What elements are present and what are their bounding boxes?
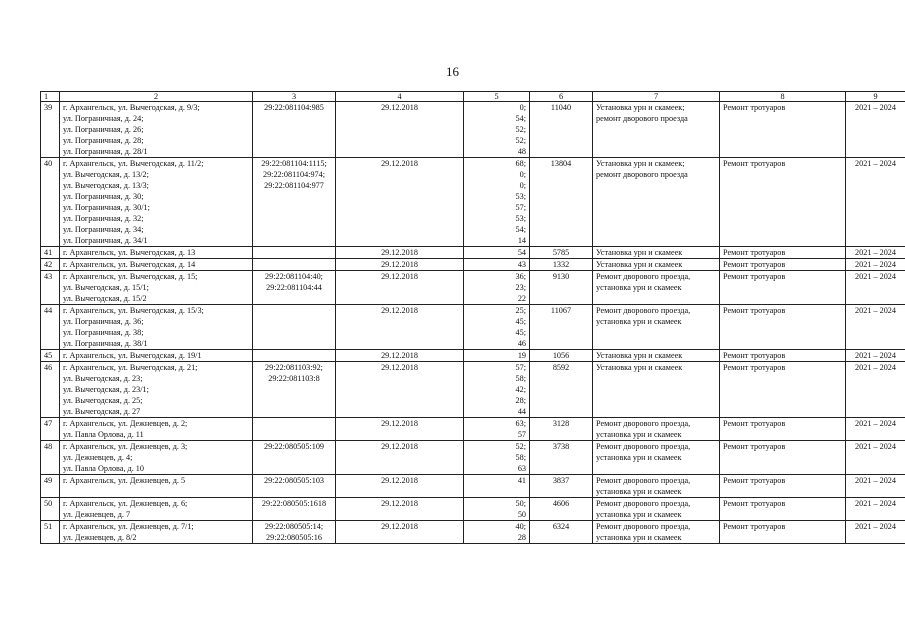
- address-cell: [60, 441, 253, 475]
- extra-works-line: Ремонт тротуаров: [723, 419, 786, 428]
- date-cell: 29.12.2018: [336, 441, 464, 475]
- values-line: 28: [517, 533, 526, 542]
- area-cell: 9130: [530, 271, 593, 305]
- works-line: установка урн и скамеек: [596, 317, 682, 326]
- values-cell: [464, 441, 530, 475]
- values-line: 52;: [515, 136, 526, 145]
- column-header: 9: [846, 92, 905, 102]
- extra-works-cell: [720, 475, 846, 498]
- extra-works-line: Ремонт тротуаров: [723, 272, 786, 281]
- row-number-cell: 39: [41, 102, 60, 158]
- date-cell: 29.12.2018: [336, 521, 464, 544]
- extra-works-line: Ремонт тротуаров: [723, 351, 786, 360]
- address-cell: [60, 102, 253, 158]
- address-line: ул. Пограничная, д. 30;: [63, 192, 144, 201]
- cadastral-number-cell: [253, 475, 336, 498]
- address-cell: [60, 418, 253, 441]
- column-header: 8: [720, 92, 846, 102]
- values-line: 40;: [515, 522, 526, 531]
- column-header: 6: [530, 92, 593, 102]
- area-cell: 3738: [530, 441, 593, 475]
- extra-works-line: Ремонт тротуаров: [723, 103, 786, 112]
- works-line: установка урн и скамеек: [596, 533, 682, 542]
- works-line: Ремонт дворового проезда,: [596, 419, 691, 428]
- row-number-cell: 41: [41, 247, 60, 259]
- cadastral-number-line: 29:22:081103:8: [268, 374, 320, 383]
- date-cell: 29.12.2018: [336, 350, 464, 362]
- works-cell: [593, 350, 720, 362]
- works-cell: [593, 475, 720, 498]
- works-cell: [593, 418, 720, 441]
- address-line: ул. Павла Орлова, д. 11: [63, 430, 144, 439]
- values-line: 52;: [515, 125, 526, 134]
- works-line: Установка урн и скамеек: [596, 363, 683, 372]
- extra-works-cell: [720, 362, 846, 418]
- area-cell: 1332: [530, 259, 593, 271]
- period-cell: 2021 – 2024: [846, 158, 905, 247]
- works-line: установка урн и скамеек: [596, 487, 682, 496]
- page-number: 16: [446, 64, 459, 79]
- column-header: 5: [464, 92, 530, 102]
- table-row: [41, 521, 905, 544]
- date-cell: 29.12.2018: [336, 475, 464, 498]
- address-line: ул. Вычегодская, д. 15/1;: [63, 283, 149, 292]
- address-cell: [60, 350, 253, 362]
- address-line: г. Архангельск, ул. Вычегодская, д. 21;: [63, 363, 198, 372]
- extra-works-line: Ремонт тротуаров: [723, 306, 786, 315]
- extra-works-line: Ремонт тротуаров: [723, 248, 786, 257]
- table-body: [41, 102, 905, 544]
- address-line: г. Архангельск, ул. Вычегодская, д. 11/2;: [63, 159, 204, 168]
- cadastral-number-cell: [253, 441, 336, 475]
- works-table: [40, 91, 905, 544]
- address-line: г. Архангельск, ул. Дежневцев, д. 7/1;: [63, 522, 194, 531]
- values-cell: [464, 475, 530, 498]
- values-line: 68;: [515, 159, 526, 168]
- row-number-cell: 51: [41, 521, 60, 544]
- address-line: г. Архангельск, ул. Дежневцев, д. 5: [63, 476, 186, 485]
- address-cell: [60, 305, 253, 350]
- period-cell: 2021 – 2024: [846, 259, 905, 271]
- extra-works-line: Ремонт тротуаров: [723, 522, 786, 531]
- values-line: 0;: [519, 170, 526, 179]
- date-cell: 29.12.2018: [336, 247, 464, 259]
- extra-works-line: Ремонт тротуаров: [723, 363, 786, 372]
- table-row: [41, 271, 905, 305]
- date-cell: 29.12.2018: [336, 158, 464, 247]
- address-line: г. Архангельск, ул. Дежневцев, д. 3;: [63, 442, 188, 451]
- period-cell: 2021 – 2024: [846, 350, 905, 362]
- values-line: 44: [517, 407, 526, 416]
- cadastral-number-line: 29:22:081104:44: [266, 283, 322, 292]
- values-line: 58;: [515, 374, 526, 383]
- address-line: ул. Пограничная, д. 34;: [63, 225, 144, 234]
- values-cell: [464, 271, 530, 305]
- date-cell: 29.12.2018: [336, 305, 464, 350]
- cadastral-number-cell: [253, 271, 336, 305]
- extra-works-cell: [720, 102, 846, 158]
- row-number-cell: 48: [41, 441, 60, 475]
- address-line: г. Архангельск, ул. Вычегодская, д. 13: [63, 248, 196, 257]
- values-line: 54;: [515, 225, 526, 234]
- column-header: 3: [253, 92, 336, 102]
- address-line: ул. Пограничная, д. 34/1: [63, 236, 148, 245]
- period-cell: 2021 – 2024: [846, 441, 905, 475]
- row-number-cell: 46: [41, 362, 60, 418]
- address-line: ул. Пограничная, д. 38/1: [63, 339, 148, 348]
- row-number-cell: 44: [41, 305, 60, 350]
- period-cell: 2021 – 2024: [846, 247, 905, 259]
- extra-works-line: Ремонт тротуаров: [723, 476, 786, 485]
- works-line: установка урн и скамеек: [596, 283, 682, 292]
- works-cell: [593, 247, 720, 259]
- works-line: установка урн и скамеек: [596, 510, 682, 519]
- row-number-cell: 45: [41, 350, 60, 362]
- address-line: г. Архангельск, ул. Дежневцев, д. 2;: [63, 419, 188, 428]
- works-line: ремонт дворового проезда: [596, 114, 688, 123]
- area-cell: 8592: [530, 362, 593, 418]
- address-line: ул. Пограничная, д. 32;: [63, 214, 144, 223]
- address-line: ул. Вычегодская, д. 15/2: [63, 294, 147, 303]
- date-cell: 29.12.2018: [336, 498, 464, 521]
- table-row: [41, 362, 905, 418]
- address-line: ул. Дежневцев, д. 4;: [63, 453, 133, 462]
- row-number-cell: 49: [41, 475, 60, 498]
- address-line: ул. Павла Орлова, д. 10: [63, 464, 144, 473]
- values-cell: [464, 521, 530, 544]
- cadastral-number-line: 29:22:080505:14;: [264, 522, 324, 531]
- date-cell: 29.12.2018: [336, 259, 464, 271]
- address-cell: [60, 498, 253, 521]
- extra-works-line: Ремонт тротуаров: [723, 499, 786, 508]
- values-line: 48: [517, 147, 526, 156]
- area-cell: 13804: [530, 158, 593, 247]
- cadastral-number-line: 29:22:081104:985: [264, 103, 324, 112]
- values-line: 46: [517, 339, 526, 348]
- date-cell: 29.12.2018: [336, 362, 464, 418]
- period-cell: 2021 – 2024: [846, 305, 905, 350]
- cadastral-number-cell: [253, 362, 336, 418]
- values-line: 0;: [519, 103, 526, 112]
- works-cell: [593, 305, 720, 350]
- address-line: ул. Пограничная, д. 28/1: [63, 147, 148, 156]
- extra-works-cell: [720, 247, 846, 259]
- date-cell: 29.12.2018: [336, 271, 464, 305]
- address-line: ул. Вычегодская, д. 23;: [63, 374, 143, 383]
- cadastral-number-cell: [253, 350, 336, 362]
- period-cell: 2021 – 2024: [846, 102, 905, 158]
- column-header: 2: [60, 92, 253, 102]
- column-header: 4: [336, 92, 464, 102]
- table-row: [41, 259, 905, 271]
- values-line: 63: [517, 464, 526, 473]
- area-cell: 6324: [530, 521, 593, 544]
- works-cell: [593, 441, 720, 475]
- address-line: ул. Вычегодская, д. 23/1;: [63, 385, 149, 394]
- area-cell: 5785: [530, 247, 593, 259]
- table-row: [41, 247, 905, 259]
- column-header: 7: [593, 92, 720, 102]
- extra-works-line: Ремонт тротуаров: [723, 260, 786, 269]
- values-cell: [464, 158, 530, 247]
- cadastral-number-cell: [253, 305, 336, 350]
- values-line: 14: [517, 236, 526, 245]
- extra-works-cell: [720, 498, 846, 521]
- address-cell: [60, 247, 253, 259]
- cadastral-number-line: 29:22:081104:974;: [262, 170, 325, 179]
- address-cell: [60, 271, 253, 305]
- address-line: ул. Вычегодская, д. 13/2;: [63, 170, 149, 179]
- cadastral-number-line: 29:22:080505:16: [266, 533, 322, 542]
- table-row: [41, 475, 905, 498]
- address-cell: [60, 259, 253, 271]
- period-cell: 2021 – 2024: [846, 475, 905, 498]
- address-cell: [60, 521, 253, 544]
- cadastral-number-cell: [253, 102, 336, 158]
- row-number-cell: 40: [41, 158, 60, 247]
- works-line: установка урн и скамеек: [596, 430, 682, 439]
- values-line: 54: [517, 248, 526, 257]
- address-line: ул. Вычегодская, д. 25;: [63, 396, 143, 405]
- address-line: ул. Вычегодская, д. 13/3;: [63, 181, 149, 190]
- values-line: 50;: [515, 499, 526, 508]
- address-line: ул. Пограничная, д. 30/1;: [63, 203, 150, 212]
- area-cell: 11040: [530, 102, 593, 158]
- values-cell: [464, 350, 530, 362]
- extra-works-cell: [720, 418, 846, 441]
- period-cell: 2021 – 2024: [846, 362, 905, 418]
- works-line: Установка урн и скамеек: [596, 248, 683, 257]
- row-number-cell: 50: [41, 498, 60, 521]
- address-cell: [60, 362, 253, 418]
- works-line: Установка урн и скамеек: [596, 260, 683, 269]
- values-line: 28;: [515, 396, 526, 405]
- cadastral-number-line: 29:22:081104:1115;: [261, 159, 327, 168]
- extra-works-cell: [720, 158, 846, 247]
- values-cell: [464, 418, 530, 441]
- header-row: [41, 92, 905, 102]
- values-cell: [464, 305, 530, 350]
- address-line: г. Архангельск, ул. Вычегодская, д. 15;: [63, 272, 198, 281]
- cadastral-number-cell: [253, 498, 336, 521]
- cadastral-number-line: 29:22:080505:109: [263, 442, 325, 451]
- extra-works-line: Ремонт тротуаров: [723, 442, 786, 451]
- extra-works-cell: [720, 259, 846, 271]
- extra-works-cell: [720, 521, 846, 544]
- works-cell: [593, 259, 720, 271]
- values-line: 23;: [515, 283, 526, 292]
- table-row: [41, 441, 905, 475]
- works-cell: [593, 362, 720, 418]
- period-cell: 2021 – 2024: [846, 418, 905, 441]
- column-header: 1: [41, 92, 60, 102]
- values-line: 57;: [515, 363, 526, 372]
- works-line: Установка урн и скамеек;: [596, 159, 685, 168]
- address-cell: [60, 475, 253, 498]
- date-cell: 29.12.2018: [336, 418, 464, 441]
- cadastral-number-cell: [253, 418, 336, 441]
- address-line: ул. Вычегодская, д. 27: [63, 407, 141, 416]
- cadastral-number-line: 29:22:081104:977: [264, 181, 324, 190]
- cadastral-number-cell: [253, 247, 336, 259]
- period-cell: 2021 – 2024: [846, 521, 905, 544]
- values-line: 45;: [515, 317, 526, 326]
- values-cell: [464, 247, 530, 259]
- address-line: г. Архангельск, ул. Дежневцев, д. 6;: [63, 499, 188, 508]
- address-line: ул. Дежневцев, д. 7: [63, 510, 131, 519]
- address-line: ул. Пограничная, д. 28;: [63, 136, 144, 145]
- date-cell: 29.12.2018: [336, 102, 464, 158]
- extra-works-cell: [720, 350, 846, 362]
- period-cell: 2021 – 2024: [846, 271, 905, 305]
- values-line: 25;: [515, 306, 526, 315]
- works-cell: [593, 158, 720, 247]
- address-line: г. Архангельск, ул. Вычегодская, д. 9/3;: [63, 103, 200, 112]
- table-row: [41, 305, 905, 350]
- address-line: г. Архангельск, ул. Вычегодская, д. 14: [63, 260, 196, 269]
- address-line: г. Архангельск, ул. Вычегодская, д. 15/3;: [63, 306, 204, 315]
- row-number-cell: 43: [41, 271, 60, 305]
- works-cell: [593, 521, 720, 544]
- values-line: 43: [517, 260, 526, 269]
- works-line: ремонт дворового проезда: [596, 170, 688, 179]
- area-cell: 3837: [530, 475, 593, 498]
- values-line: 63;: [515, 419, 526, 428]
- works-line: Ремонт дворового проезда,: [596, 522, 691, 531]
- works-line: Ремонт дворового проезда,: [596, 306, 691, 315]
- address-line: ул. Пограничная, д. 24;: [63, 114, 144, 123]
- works-line: Ремонт дворового проезда,: [596, 272, 691, 281]
- extra-works-cell: [720, 305, 846, 350]
- values-line: 22: [517, 294, 526, 303]
- cadastral-number-line: 29:22:081103:92;: [265, 363, 323, 372]
- values-line: 52;: [515, 442, 526, 451]
- area-cell: 3128: [530, 418, 593, 441]
- row-number-cell: 47: [41, 418, 60, 441]
- values-line: 45;: [515, 328, 526, 337]
- values-line: 42;: [515, 385, 526, 394]
- cadastral-number-line: 29:22:080505:103: [263, 476, 325, 485]
- works-line: Ремонт дворового проезда,: [596, 442, 691, 451]
- period-cell: 2021 – 2024: [846, 498, 905, 521]
- area-cell: 4606: [530, 498, 593, 521]
- area-cell: 1056: [530, 350, 593, 362]
- values-line: 50: [517, 510, 526, 519]
- values-cell: [464, 498, 530, 521]
- works-line: Установка урн и скамеек;: [596, 103, 685, 112]
- values-line: 19: [517, 351, 526, 360]
- values-cell: [464, 102, 530, 158]
- table-row: [41, 418, 905, 441]
- values-line: 54;: [515, 114, 526, 123]
- works-line: Ремонт дворового проезда,: [596, 476, 691, 485]
- row-number-cell: 42: [41, 259, 60, 271]
- cadastral-number-cell: [253, 521, 336, 544]
- area-cell: 11067: [530, 305, 593, 350]
- values-line: 58;: [515, 453, 526, 462]
- address-line: ул. Пограничная, д. 26;: [63, 125, 144, 134]
- values-cell: [464, 259, 530, 271]
- table-row: [41, 498, 905, 521]
- values-line: 0;: [519, 181, 526, 190]
- extra-works-line: Ремонт тротуаров: [723, 159, 786, 168]
- values-cell: [464, 362, 530, 418]
- address-line: ул. Дежневцев, д. 8/2: [63, 533, 137, 542]
- works-cell: [593, 498, 720, 521]
- works-line: установка урн и скамеек: [596, 453, 682, 462]
- extra-works-cell: [720, 441, 846, 475]
- extra-works-cell: [720, 271, 846, 305]
- works-line: Ремонт дворового проезда,: [596, 499, 691, 508]
- values-line: 41: [517, 476, 526, 485]
- table-row: [41, 102, 905, 158]
- address-cell: [60, 158, 253, 247]
- table-row: [41, 158, 905, 247]
- address-line: ул. Пограничная, д. 36;: [63, 317, 144, 326]
- cadastral-number-line: 29:22:081104:40;: [265, 272, 323, 281]
- address-line: ул. Пограничная, д. 38;: [63, 328, 144, 337]
- works-cell: [593, 102, 720, 158]
- cadastral-number-line: 29:22:080505:1618: [261, 499, 327, 508]
- values-line: 57: [517, 430, 526, 439]
- table-row: [41, 350, 905, 362]
- values-line: 53;: [515, 192, 526, 201]
- values-line: 57;: [515, 203, 526, 212]
- cadastral-number-cell: [253, 259, 336, 271]
- values-line: 36;: [515, 272, 526, 281]
- address-line: г. Архангельск, ул. Вычегодская, д. 19/1: [63, 351, 202, 360]
- cadastral-number-cell: [253, 158, 336, 247]
- works-cell: [593, 271, 720, 305]
- values-line: 53;: [515, 214, 526, 223]
- works-line: Установка урн и скамеек: [596, 351, 683, 360]
